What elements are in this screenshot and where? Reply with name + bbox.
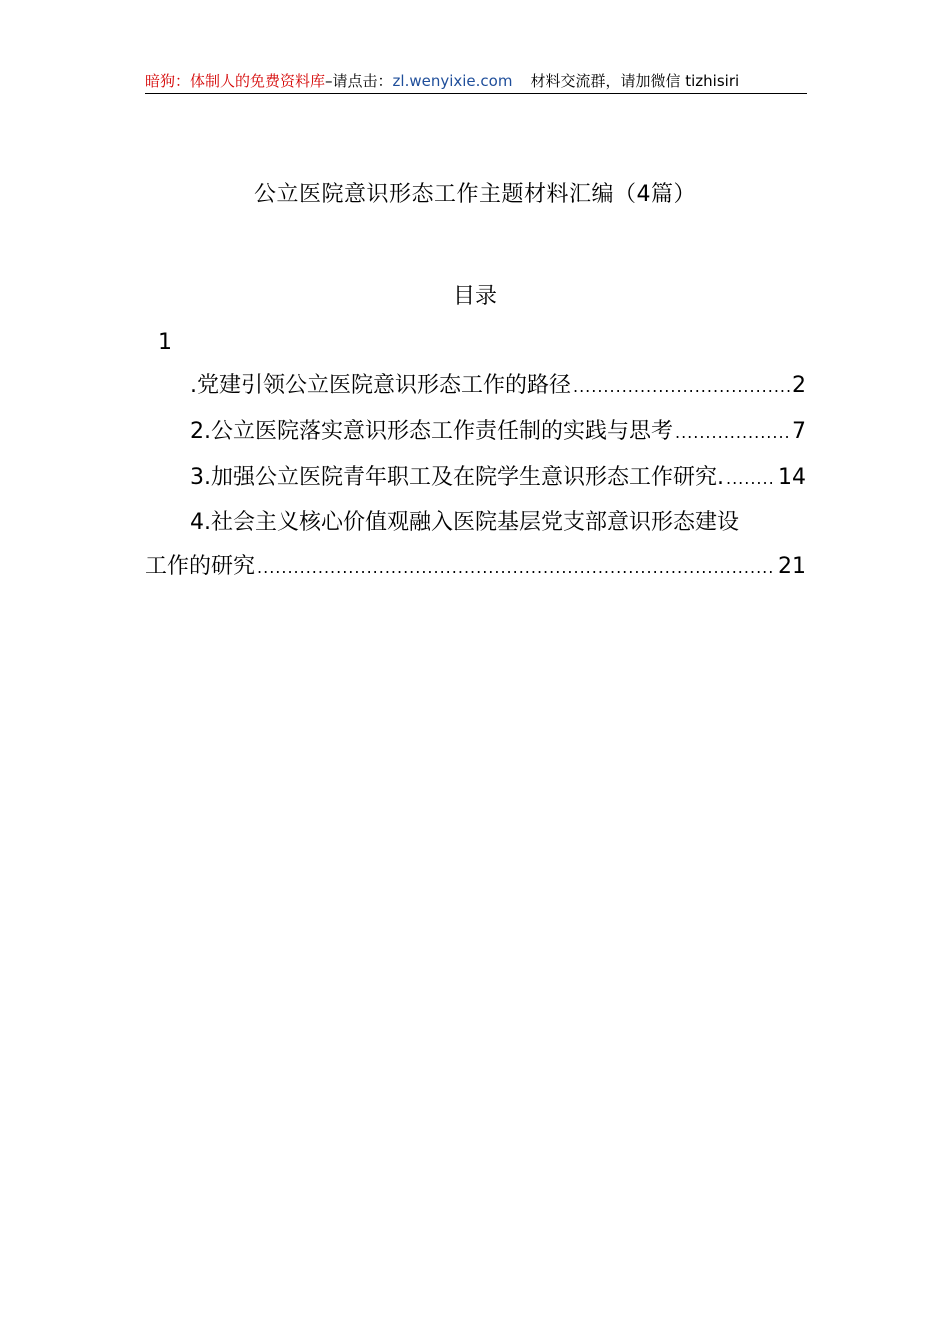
toc-leader-dots (257, 551, 776, 585)
toc-entry-page: 21 (778, 554, 806, 579)
toc-entry-page: 7 (792, 419, 806, 444)
toc-entry-page: 14 (778, 465, 806, 490)
toc-entry-2[interactable] (190, 415, 806, 450)
wechat-group-text: 材料交流群，请加微信 tizhisiri (530, 72, 740, 90)
document-title: 公立医院意识形态工作主题材料汇编（4篇） (254, 182, 696, 207)
toc-entry-title: 工作的研究 (145, 554, 256, 579)
toc-entry-3[interactable] (190, 461, 806, 496)
toc-first-number: 1 (158, 330, 172, 355)
header-divider (145, 93, 807, 94)
toc-entry-title: .党建引领公立医院意识形态工作的路径 (190, 373, 571, 398)
toc-leader-dots (573, 370, 790, 404)
toc-leader-dots (675, 416, 790, 450)
toc-entry-title: 2.公立医院落实意识形态工作责任制的实践与思考 (190, 419, 673, 444)
toc-entry-4-line1[interactable]: 4.社会主义核心价值观融入医院基层党支部意识形态建设 (190, 510, 739, 535)
toc-heading: 目录 (452, 284, 497, 309)
toc-leader-dots (726, 462, 776, 496)
toc-entry-1[interactable] (190, 369, 806, 404)
toc-entry-page: 2 (792, 373, 806, 398)
toc-entry-title: 3.加强公立医院青年职工及在院学生意识形态工作研究. (190, 465, 724, 490)
toc-entry-4[interactable] (145, 550, 806, 585)
brand-text: 暗狗：体制人的免费资料库 (145, 72, 326, 90)
page-header (145, 70, 807, 92)
site-link[interactable]: zl.wenyixie.com (392, 72, 513, 90)
click-prompt: –请点击： (325, 72, 393, 90)
